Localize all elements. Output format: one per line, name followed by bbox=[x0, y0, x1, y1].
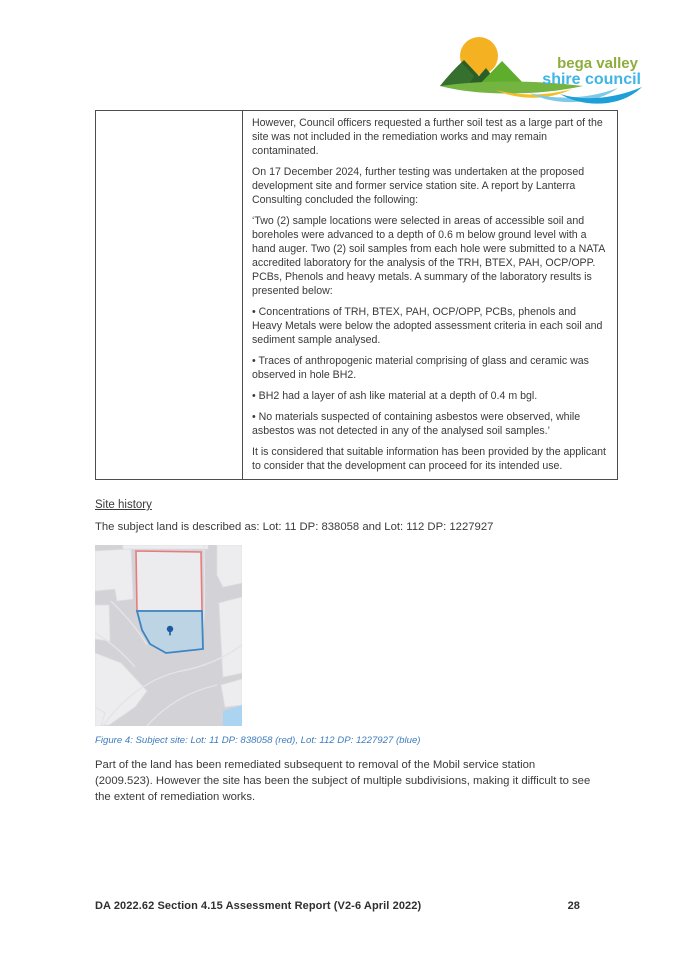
subject-land-line: The subject land is described as: Lot: 11 DP: 838058 and Lot: 112 DP: 1227927 bbox=[95, 521, 494, 533]
site-history-heading: Site history bbox=[95, 499, 152, 511]
map-marker-head bbox=[167, 626, 173, 632]
map-lot11-red-outline bbox=[136, 551, 202, 611]
logo-text-line1: bega valley bbox=[557, 55, 638, 72]
page-footer bbox=[95, 900, 580, 912]
table-cell-comment bbox=[243, 111, 618, 480]
map-parcel bbox=[219, 597, 242, 677]
comment-bullet: • Traces of anthropogenic material comprising of glass and ceramic was observed in hole BH2. bbox=[252, 355, 589, 381]
map-parcel bbox=[95, 605, 110, 641]
page-content bbox=[95, 110, 606, 805]
comment-paragraph: ‘Two (2) sample locations were selected in areas of accessible soil and boreholes were advanced to a depth of 0.6 m below ground level with a hand auger. Two (2) soil samples from each hole were submitted to a NATA accredited laboratory for the analysis of the TRH, BTEX, PAH, OCP/OPP. PCBs, Phenols and heavy metals. A summary of the laboratory results is presented below: bbox=[252, 215, 605, 297]
table-row bbox=[96, 111, 618, 480]
table-cell-label bbox=[96, 111, 243, 480]
footer-report-title: DA 2022.62 Section 4.15 Assessment Report (V2-6 April 2022) bbox=[95, 900, 422, 912]
map-parcel bbox=[123, 545, 208, 549]
comment-bullet: • No materials suspected of containing asbestos were observed, while asbestos was not detected in any of the analysed soil samples.’ bbox=[252, 411, 581, 437]
comment-paragraph: On 17 December 2024, further testing was undertaken at the proposed development site and former service station site. A report by Lanterra Consulting concluded the following: bbox=[252, 166, 585, 206]
footer-page-number: 28 bbox=[567, 900, 580, 912]
map-marker-stem bbox=[169, 632, 171, 635]
comment-bullet: • Concentrations of TRH, BTEX, PAH, OCP/OPP, PCBs, phenols and Heavy Metals were below the adopted assessment criteria in each soil and sediment sample analysed. bbox=[252, 306, 603, 346]
closing-paragraph: Part of the land has been remediated subsequent to removal of the Mobil service station (2009.523). However the site has been the subject of multiple subdivisions, making it difficult to see the extent of remediation works. bbox=[95, 759, 591, 803]
council-logo bbox=[438, 34, 646, 104]
map-parcel bbox=[217, 545, 242, 587]
comment-paragraph: It is considered that suitable information has been provided by the applicant to consider that the development can proceed for its intended use. bbox=[252, 446, 606, 472]
comment-bullet: • BH2 had a layer of ash like material at a depth of 0.4 m bgl. bbox=[252, 390, 538, 402]
subject-site-map bbox=[95, 545, 242, 726]
figure-caption: Figure 4: Subject site: Lot: 11 DP: 838058 (red), Lot: 112 DP: 1227927 (blue) bbox=[95, 735, 421, 746]
comment-paragraph: However, Council officers requested a further soil test as a large part of the site was not included in the remediation works and may remain contaminated. bbox=[252, 117, 603, 157]
logo-text-line2: shire council bbox=[542, 71, 641, 88]
council-logo-graphic bbox=[438, 34, 646, 104]
assessment-table bbox=[95, 110, 618, 480]
